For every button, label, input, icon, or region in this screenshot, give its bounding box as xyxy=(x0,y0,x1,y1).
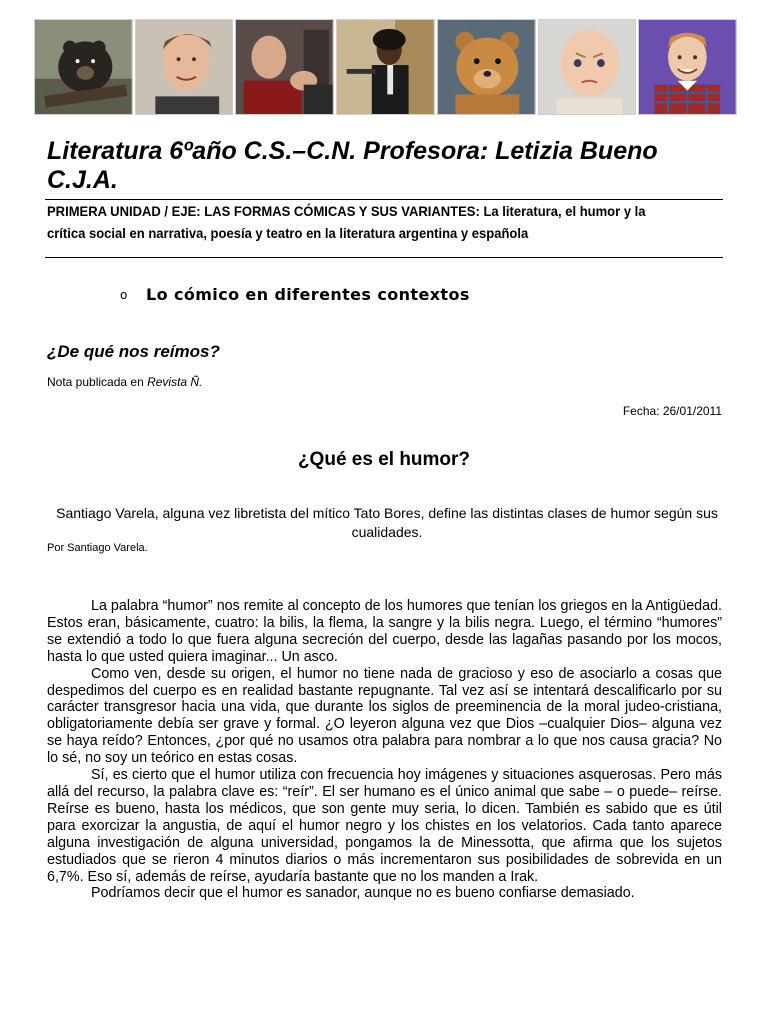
unit-text: La literatura, el humor y la crítica social en narrativa, poesía y teatro en la literatura argentina y española xyxy=(47,203,646,241)
paragraph: Sí, es cierto que el humor utiliza con frecuencia hoy imágenes y situaciones asquerosas. Pero más allá del recurso, la palabra clave es: “reír”. El ser humano es el único animal que sabe – o puede– reírse. Reírse es bueno, hasta los médicos, que son gente muy seria, lo dicen. También es sabido que es útil para exorcizar la angustia, de aquí el humor negro y los chistes en los velatorios. Cada tanto aparece alguna investigación de alguna universidad, pongamos la de Minessotta, que afirma que los sujetos estudiados que se rieron 4 minutos diarios o más incrementaron sus posibilidades de sobrevida en un 6,7%. Eso sí, además de reírse, ayudaría bastante que no los manden a Irak. xyxy=(47,767,722,885)
section-title: Lo cómico en diferentes contextos xyxy=(146,285,470,304)
unit-label: PRIMERA UNIDAD / EJE: LAS FORMAS CÓMICAS Y SUS VARIANTES: xyxy=(47,203,480,219)
article-heading: ¿Qué es el humor? xyxy=(297,449,471,470)
bear-photo xyxy=(34,19,133,115)
article-question: ¿De qué nos reímos? xyxy=(47,342,220,361)
unit-description xyxy=(47,200,672,244)
publication-date: Fecha: 26/01/2011 xyxy=(622,404,722,418)
publication-note xyxy=(47,375,202,389)
document-title: Literatura 6ºaño C.S.–C.N. Profesora: Letizia Bueno C.J.A. xyxy=(47,137,658,194)
young-man-photo xyxy=(135,19,234,115)
baby-photo xyxy=(538,19,637,115)
unit-divider xyxy=(45,257,723,258)
paragraph: La palabra “humor” nos remite al concepto de los humores que tenían los griegos en la Antigüedad. Estos eran, básicamente, cuatro: la bilis, la flema, la sangre y la bilis negra. Luego, el término “humores” se extendió a todo lo que fuera alguna secreción del cuerpo, desde las lagañas pasando por los mocos, hasta lo que usted quiera imaginar... Un asco. xyxy=(47,598,722,665)
banner-strip xyxy=(34,19,737,115)
article-subtitle: Santiago Varela, alguna vez libretista del mítico Tato Bores, define las distintas clases de humor según sus cualidades. xyxy=(56,505,718,540)
boy-sweater-photo xyxy=(638,19,737,115)
paragraph: Podríamos decir que el humor es sanador, aunque no es bueno confiarse demasiado. xyxy=(91,885,635,902)
note-source: Revista Ñ. xyxy=(147,375,203,389)
section-heading xyxy=(120,285,470,304)
captain-photo xyxy=(235,19,334,115)
man-with-gun-photo xyxy=(336,19,435,115)
note-prefix: Nota publicada en xyxy=(47,375,148,389)
teddy-bear-photo xyxy=(437,19,536,115)
paragraph: Como ven, desde su origen, el humor no tiene nada de gracioso y eso de asociarlo a cosas que despedimos del cuerpo es en realidad bastante repugnante. Tal vez así se intentará descalificarlo por su carácter transgresor hacia una vida, que durante los siglos de preeminencia de la moral judeo-cristiana, obligatoriamente debía ser grave y formal. ¿O leyeron alguna vez que Dios –cualquier Dios– alguna vez se haya reído? Entonces, ¿por qué no usamos otra palabra para nombrar a lo que nos causa gracia? No lo sé, no soy un teórico en estas cosas. xyxy=(47,665,722,767)
article-body xyxy=(47,598,722,902)
bullet-marker: o xyxy=(120,288,128,302)
article-byline: Por Santiago Varela. xyxy=(47,542,148,554)
